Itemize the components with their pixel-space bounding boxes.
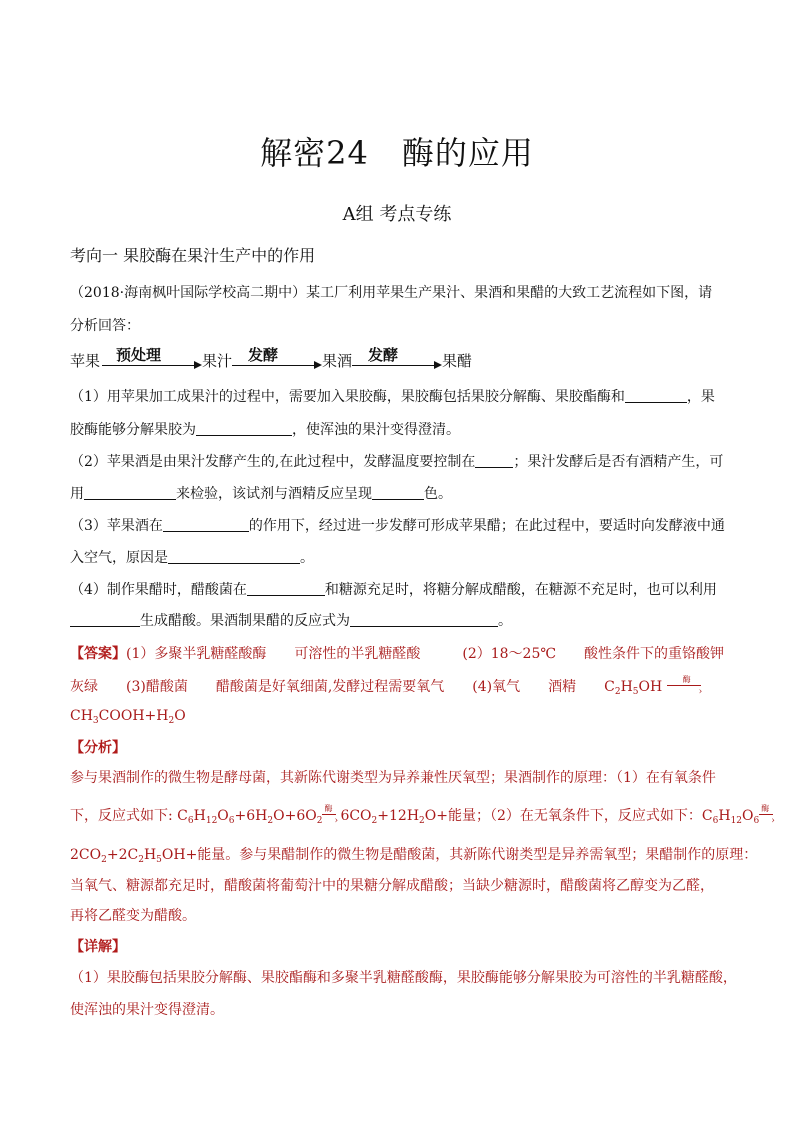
answer-blank <box>372 485 424 500</box>
analysis-line-1 <box>70 768 730 788</box>
question-text: 。 <box>498 613 512 629</box>
question-1-line-2 <box>70 420 730 440</box>
question-3-line-1 <box>70 516 730 536</box>
subscript: 2 <box>138 855 144 865</box>
section-heading: 考向一 果胶酶在果汁生产中的作用 <box>70 246 316 265</box>
page-subtitle: A组 考点专练 <box>342 204 452 225</box>
flow-arrow <box>102 365 196 366</box>
answer-blank <box>196 421 292 436</box>
analysis-text: O <box>742 808 754 824</box>
analysis-line-2 <box>70 804 775 826</box>
flow-arrow-label: 预处理 <box>116 346 162 364</box>
analysis-text: H <box>193 808 206 824</box>
answer-blank <box>350 612 498 627</box>
arrow-head-icon <box>434 361 442 369</box>
subscript: 6 <box>228 816 235 826</box>
answer-blank <box>163 517 249 532</box>
question-4-line-2 <box>70 611 730 631</box>
subscript: 2 <box>371 816 378 826</box>
arrow-head-icon <box>314 361 322 369</box>
analysis-text: 6CO <box>340 808 372 824</box>
subscript: 6 <box>187 816 194 826</box>
question-text: 用 <box>70 486 84 502</box>
answer-text: OH <box>638 679 663 695</box>
answer-text: 灰绿 (3)醋酸菌 醋酸菌是好氧细菌,发酵过程需要氧气 (4)氧气 酒精 C <box>70 679 615 695</box>
subscript: 2 <box>168 716 175 726</box>
flow-node-apple: 苹果 <box>70 352 101 370</box>
analysis-label: 【分析】 <box>70 740 126 756</box>
detail-text: 使浑浊的果汁变得澄清。 <box>70 1002 224 1018</box>
answer-line-2 <box>70 677 730 697</box>
question-text: （2018·海南枫叶国际学校高二期中）某工厂利用苹果生产果汁、果酒和果醋的大致工艺流程如下图，请 <box>70 285 713 301</box>
answer-text: COOH+H <box>98 708 169 724</box>
question-text: ，使浑浊的果汁变得澄清。 <box>292 422 460 438</box>
question-text: ，果 <box>686 389 715 405</box>
analysis-text: H <box>143 847 157 863</box>
subscript: 12 <box>730 816 743 826</box>
question-text: 。 <box>300 550 314 566</box>
question-text: （3）苹果酒在 <box>70 518 163 534</box>
analysis-line-3 <box>70 845 758 865</box>
question-text: 的作用下，经过进一步发酵可形成苹果醋；在此过程中，要适时向发酵液中通 <box>248 518 725 534</box>
subscript: 2 <box>267 816 274 826</box>
answer-text: H <box>620 679 633 695</box>
answer-text: (1）多聚半乳糖醛酸酶 可溶性的半乳糖醛酸 (2）18～25℃ 酸性条件下的重铬酸钾 <box>126 646 725 662</box>
flow-node-juice: 果汁 <box>202 352 233 370</box>
answer-blank <box>70 612 140 627</box>
analysis-text: +12H <box>377 808 420 824</box>
catalyst-label: 酶 <box>761 804 770 813</box>
question-text: （1）用苹果加工成果汁的过程中，需要加入果胶酶，果胶酶包括果胶分解酶、果胶酯酶和 <box>70 389 625 405</box>
question-text: 入空气，原因是 <box>70 550 168 566</box>
analysis-text: 当氧气、糖源都充足时，醋酸菌将葡萄汁中的果糖分解成醋酸；当缺少糖源时，醋酸菌将乙醇变为乙醛， <box>70 878 714 894</box>
analysis-text: H <box>718 808 731 824</box>
answer-line-1 <box>70 644 730 664</box>
subscript: 5 <box>156 855 162 865</box>
answer-blank <box>247 581 325 596</box>
analysis-text: O <box>217 808 229 824</box>
subscript: 2 <box>419 816 425 826</box>
analysis-line-5 <box>70 906 730 926</box>
detail-line-1 <box>70 968 737 988</box>
analysis-text: +2C <box>106 847 139 863</box>
flow-arrow <box>232 365 316 366</box>
analysis-text: O+6O <box>273 808 317 824</box>
subscript: 6 <box>712 816 719 826</box>
subscript: 2 <box>101 855 107 865</box>
answer-blank <box>84 485 176 500</box>
arrow-head-icon <box>194 361 202 369</box>
detail-line-2 <box>70 1000 730 1020</box>
question-source-line <box>70 283 730 303</box>
flow-arrow-label: 发酵 <box>368 346 399 364</box>
question-text: 生成醋酸。果酒制果醋的反应式为 <box>140 613 350 629</box>
answer-blank <box>168 549 300 564</box>
subscript: 6 <box>753 816 760 826</box>
detail-text: （1）果胶酶包括果胶分解酶、果胶酯酶和多聚半乳糖醛酸酶，果胶酶能够分解果胶为可溶性的半乳糖醛酸， <box>70 970 737 986</box>
question-1-line-1 <box>70 387 730 407</box>
subscript: 5 <box>632 687 639 697</box>
answer-text: CH <box>70 708 93 724</box>
question-2-line-1 <box>70 452 730 472</box>
flow-node-vinegar: 果醋 <box>442 352 473 370</box>
question-source-line-2 <box>70 316 730 336</box>
flow-arrow <box>352 365 436 366</box>
subscript: 3 <box>92 716 99 726</box>
analysis-text: 2CO <box>70 847 102 863</box>
catalyst-label: 酶 <box>324 804 333 813</box>
analysis-text: 再将乙醛变为醋酸。 <box>70 908 196 924</box>
page-title: 解密24 酶的应用 <box>260 134 534 172</box>
subscript: 2 <box>316 816 323 826</box>
question-text: （4）制作果醋时，醋酸菌在 <box>70 582 247 598</box>
flow-arrow-label: 发酵 <box>248 346 279 364</box>
catalyst-arrow-icon: 酶 › <box>667 678 705 692</box>
question-text: 色。 <box>424 486 452 502</box>
analysis-text: 参与果酒制作的微生物是酵母菌，其新陈代谢类型为异养兼性厌氧型；果酒制作的原理：（1）在有氧条件 <box>70 770 716 786</box>
analysis-line-4 <box>70 876 730 896</box>
question-3-line-2 <box>70 548 730 568</box>
question-text: （2）苹果酒是由果汁发酵产生的,在此过程中，发酵温度要控制在 <box>70 454 476 470</box>
question-text: ；果汁发酵后是否有酒精产生，可 <box>513 454 724 470</box>
answer-blank <box>475 453 513 468</box>
answer-text: O <box>174 708 186 724</box>
answer-blank <box>625 388 687 403</box>
answer-label: 【答案】 <box>70 646 126 662</box>
question-text: 胶酶能够分解果胶为 <box>70 422 196 438</box>
analysis-text: 下，反应式如下: C <box>70 808 188 824</box>
question-4-line-1 <box>70 580 730 600</box>
subscript: 12 <box>205 816 218 826</box>
question-text: 分析回答： <box>70 318 140 334</box>
catalyst-arrow-icon: 酶 › <box>322 807 340 821</box>
catalyst-label: 酶 <box>682 675 691 684</box>
question-2-line-2 <box>70 484 730 504</box>
analysis-text: +6H <box>234 808 268 824</box>
question-text: 和糖源充足时，将糖分解成醋酸，在糖源不充足时，也可以利用 <box>324 582 717 598</box>
subscript: 2 <box>614 687 621 697</box>
analysis-text: OH+能量。参与果醋制作的微生物是醋酸菌，其新陈代谢类型是异养需氧型；果醋制作的原理： <box>161 847 758 863</box>
detail-label-line <box>70 937 730 957</box>
answer-line-3 <box>70 706 730 726</box>
analysis-label-line <box>70 738 730 758</box>
detail-label: 【详解】 <box>70 939 126 955</box>
analysis-text: O+能量；（2）在无氧条件下，反应式如下：C <box>424 808 713 824</box>
question-text: 来检验，该试剂与酒精反应呈现 <box>176 486 372 502</box>
catalyst-arrow-icon: 酶 › <box>759 807 777 821</box>
flow-node-wine: 果酒 <box>322 352 353 370</box>
